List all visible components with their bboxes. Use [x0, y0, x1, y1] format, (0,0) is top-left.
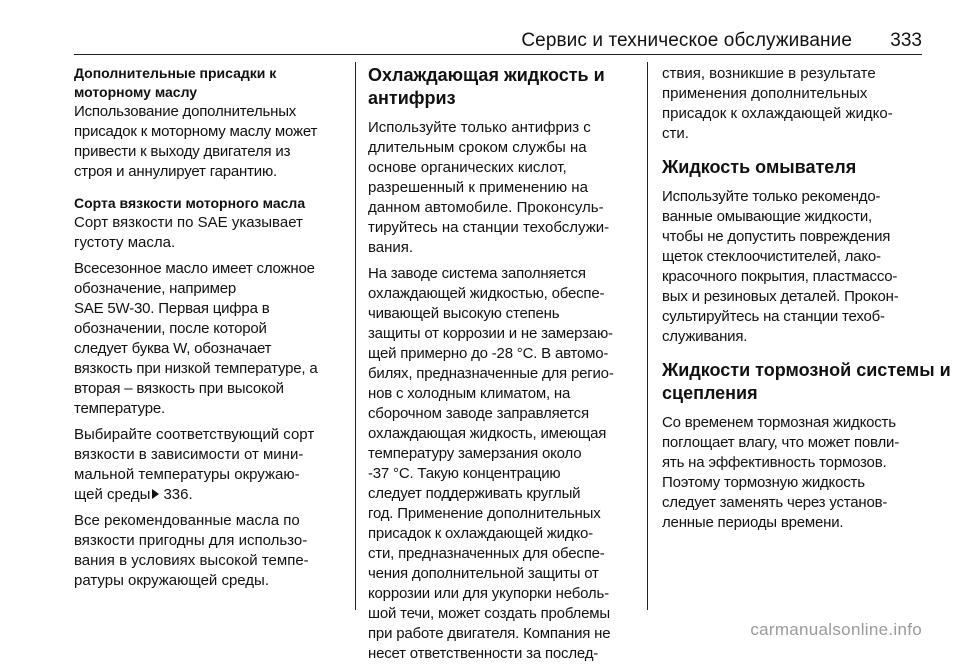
text-line: служивания. [662, 328, 748, 345]
text-line: следует заменять через установ- [662, 494, 888, 511]
page-number: 333 [890, 30, 922, 51]
text-line: вторая – вязкость при высокой [74, 380, 284, 397]
text-line: На заводе система заполняется [368, 265, 586, 282]
page-title: Сервис и техническое обслуживание [521, 30, 852, 51]
text-line: данном автомобиле. Проконсуль- [368, 199, 604, 216]
paragraph-coolant-2 [368, 264, 632, 664]
text-line-with-reference [74, 485, 348, 505]
text-line: строя и аннулирует гарантию. [74, 163, 278, 180]
paragraph-coolant-continued [662, 64, 926, 144]
text-line: вязкости в зависимости от мини- [74, 446, 304, 463]
text-line: вязкость при низкой температуре, а [74, 360, 318, 377]
text-line: обозначении, после которой [74, 320, 267, 337]
text-line: Всесезонное масло имеет сложное [74, 260, 315, 277]
text-line: длительным сроком службы на [368, 139, 587, 156]
text-line: привести к выходу двигателя из [74, 143, 291, 160]
text-line: чтобы не допустить повреждения [662, 228, 891, 245]
heading-line: Охлаждающая жидкость и [368, 65, 605, 85]
text-line: присадок к охлаждающей жидко- [662, 105, 893, 122]
text-line: вых и резиновых деталей. Прокон- [662, 288, 899, 305]
paragraph-washer-fluid [662, 187, 926, 347]
text-line: щеток стеклоочистителей, лако- [662, 248, 881, 265]
text-line: следует поддерживать круглый [368, 485, 581, 502]
heading-line: Жидкость омывателя [662, 157, 857, 177]
text-line: ратуры окружающей среды. [74, 572, 270, 589]
text-line: при работе двигателя. Компания не [368, 625, 611, 642]
paragraph-brake-fluid [662, 413, 926, 533]
column-divider-1 [355, 62, 356, 610]
header-divider [74, 54, 922, 55]
text-line: год. Применение дополнительных [368, 505, 601, 522]
text-line: присадок к моторному маслу может [74, 123, 318, 140]
paragraph-viscosity-2 [74, 259, 348, 419]
heading-engine-additives [74, 64, 348, 102]
text-line: вания в условиях высокой темпе- [74, 552, 309, 569]
text-line: присадок к охлаждающей жидко- [368, 525, 593, 542]
column-divider-2 [647, 62, 648, 610]
text-line: Все рекомендованные масла по [74, 512, 300, 529]
text-line: ствия, возникшие в результате [662, 65, 876, 82]
text-line: Сорт вязкости по SAE указывает [74, 214, 303, 231]
heading-line: Сорта вязкости моторного масла [74, 195, 306, 211]
text-line: красочного покрытия, пластмассо- [662, 268, 898, 285]
text-line: Со временем тормозная жидкость [662, 414, 896, 431]
paragraph-viscosity-3 [74, 425, 348, 505]
text-line: следует буква W, обозначает [74, 340, 272, 357]
heading-line: Дополнительные присадки к [74, 65, 277, 81]
paragraph-viscosity-1 [74, 213, 348, 253]
text-line: мальной температуры окружаю- [74, 466, 300, 483]
text-line: вания. [368, 239, 414, 256]
paragraph-coolant-1 [368, 118, 632, 258]
text-line: тируйтесь на станции техобслужи- [368, 219, 610, 236]
text-line: ять на эффективность тормозов. [662, 454, 887, 471]
text-line: ленные периоды времени. [662, 514, 844, 531]
text-line: Поэтому тормозную жидкость [662, 474, 865, 491]
text-line: ванные омывающие жидкости, [662, 208, 873, 225]
text-line: шой течи, может создать проблемы [368, 605, 610, 622]
text-line: щей примерно до -28 °C. В автомо- [368, 345, 609, 362]
heading-viscosity [74, 194, 348, 213]
text-line: нов с холодным климатом, на [368, 385, 571, 402]
text-line: коррозии или для укупорки неболь- [368, 585, 609, 602]
text-line: применения дополнительных [662, 85, 868, 102]
text-line: Используйте только антифриз с [368, 119, 591, 136]
text-fragment: щей среды [74, 486, 151, 503]
text-line: сти, предназначенных для обеспе- [368, 545, 605, 562]
text-line: сти. [662, 125, 689, 142]
text-line: густоту масла. [74, 234, 176, 251]
text-line: поглощает влагу, что может повли- [662, 434, 900, 451]
column-1 [74, 64, 348, 591]
page-header [0, 0, 960, 52]
text-line: сборочном заводе заправляется [368, 405, 589, 422]
text-line: температуру замерзания около [368, 445, 582, 462]
text-line: билях, предназначенные для регио- [368, 365, 614, 382]
text-line: температуре. [74, 400, 165, 417]
text-line: чивающей высокую степень [368, 305, 560, 322]
text-line: сультируйтесь на станции техоб- [662, 308, 885, 325]
column-2 [368, 64, 632, 664]
heading-line: антифриз [368, 88, 456, 108]
heading-washer-fluid [662, 156, 926, 179]
heading-line: моторному маслу [74, 84, 198, 100]
text-line: охлаждающей жидкостью, обеспе- [368, 285, 605, 302]
text-line: чения дополнительной защиты от [368, 565, 599, 582]
heading-coolant [368, 64, 632, 110]
text-line: обозначение, например [74, 280, 237, 297]
column-3 [662, 64, 951, 533]
text-line: охлаждающая жидкость, имеющая [368, 425, 607, 442]
page-reference-arrow-icon [152, 489, 159, 499]
paragraph-engine-additives [74, 102, 348, 182]
text-line: защиты от коррозии и не замерзаю- [368, 325, 613, 342]
text-line: разрешенный к применению на [368, 179, 588, 196]
text-line: вязкости пригодны для использо- [74, 532, 308, 549]
page-reference-link[interactable]: 336. [163, 486, 193, 503]
text-line: несет ответственности за послед- [368, 645, 599, 662]
text-line: основе органических кислот, [368, 159, 567, 176]
paragraph-viscosity-4 [74, 511, 348, 591]
heading-line: сцепления [662, 383, 758, 403]
text-line: -37 °C. Такую концентрацию [368, 465, 561, 482]
heading-brake-fluid [662, 359, 951, 405]
text-line: Использование дополнительных [74, 103, 297, 120]
text-line: SAE 5W-30. Первая цифра в [74, 300, 270, 317]
text-line: Выбирайте соответствующий сорт [74, 426, 315, 443]
text-line: Используйте только рекомендо- [662, 188, 881, 205]
watermark: carmanualsonline.info [750, 620, 922, 639]
heading-line: Жидкости тормозной системы и [662, 360, 951, 380]
